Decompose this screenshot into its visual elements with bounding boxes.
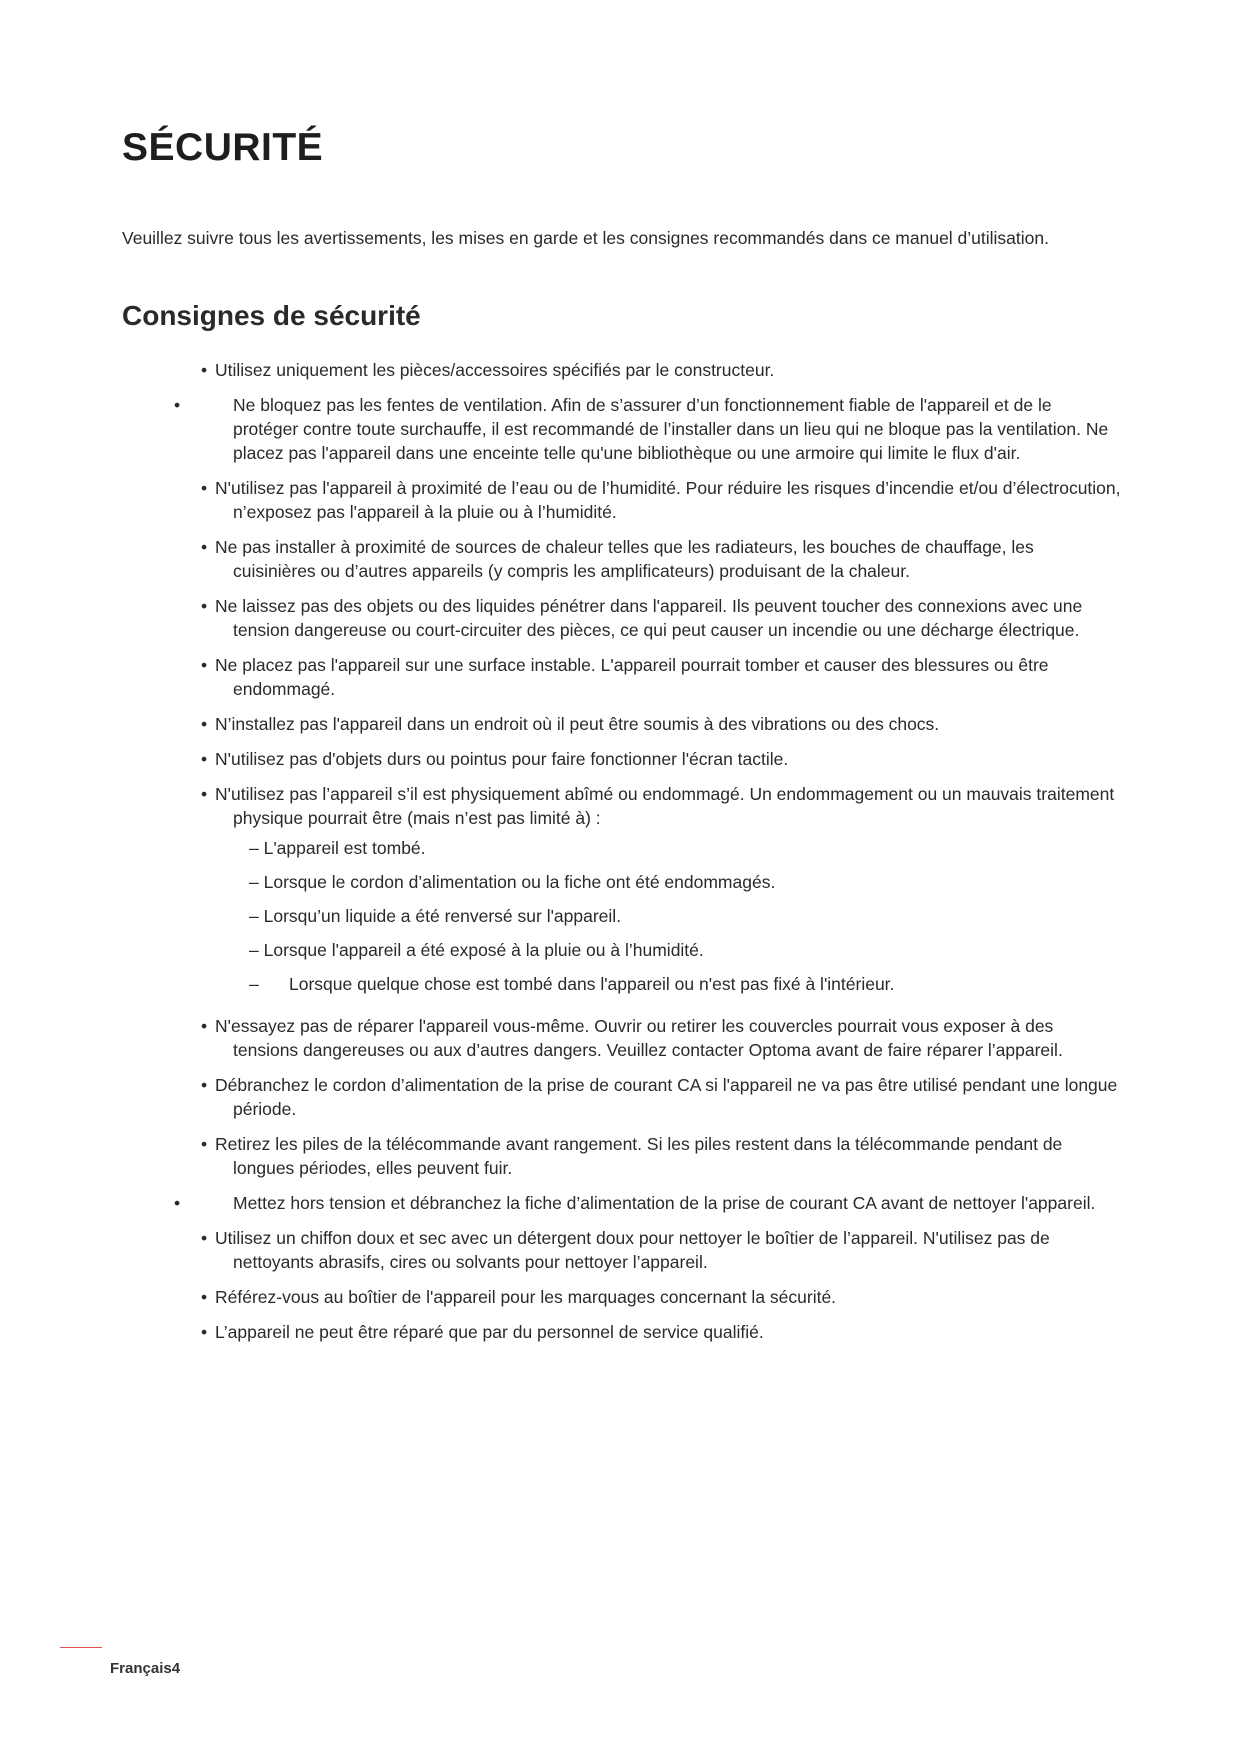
bullet-icon: • [201,478,208,498]
dash-icon: – [249,906,259,926]
bullet-icon: • [201,1228,208,1248]
sub-list-item [0,870,1241,894]
dash-icon: – [249,974,259,994]
list-item-text: N'essayez pas de réparer l'appareil vous-même. Ouvrir ou retirer les couvercles pourrait vous exposer à des tensions dangereuses ou aux d’autres dangers. Veuillez contacter Optoma avant de faire réparer l’appareil. [215,1016,1063,1060]
dash-icon: – [249,838,259,858]
section-title: Consignes de sécurité [122,300,421,331]
list-item-text: Mettez hors tension et débranchez la fiche d’alimentation de la prise de courant CA avant de nettoyer l'appareil. [233,1193,1096,1213]
bullet-icon: • [201,537,208,557]
page-number: Français4 [110,1660,181,1677]
list-item-text: Référez-vous au boîtier de l'appareil pour les marquages concernant la sécurité. [215,1287,837,1307]
bullet-icon: • [201,749,208,769]
bullet-icon: • [201,596,208,616]
list-item [0,1014,1121,1062]
bullet-icon: • [201,1016,208,1036]
list-item [0,1320,1121,1344]
list-item-text: Utilisez uniquement les pièces/accessoires spécifiés par le constructeur. [215,360,775,380]
bullet-icon: • [201,360,208,380]
list-item-text: Utilisez un chiffon doux et sec avec un détergent doux pour nettoyer le boîtier de l’appareil. N'utilisez pas de nettoyants abrasifs, cires ou solvants pour nettoyer l’appareil. [215,1228,1050,1272]
sub-list-item-text: Lorsque le cordon d’alimentation ou la fiche ont été endommagés. [263,872,776,892]
sub-list-item-text: Lorsqu’un liquide a été renversé sur l'appareil. [263,906,622,926]
list-item-text: Débranchez le cordon d’alimentation de la prise de courant CA si l'appareil ne va pas être utilisé pendant une longue période. [215,1075,1118,1119]
list-item-text: N’installez pas l'appareil dans un endroit où il peut être soumis à des vibrations ou des chocs. [215,714,940,734]
list-item [0,712,1121,736]
sub-list-item [0,836,1241,860]
safety-instructions-list [0,358,1241,1355]
list-item-text: N'utilisez pas l’appareil s’il est physiquement abîmé ou endommagé. Un endommagement ou un mauvais traitement physique pourrait être (mais n’est pas limité à) : [215,784,1115,828]
list-item [0,1073,1121,1121]
list-item-text: N'utilisez pas d'objets durs ou pointus pour faire fonctionner l'écran tactile. [215,749,789,769]
sub-list-item [0,938,1241,962]
list-item [0,594,1121,642]
intro-paragraph: Veuillez suivre tous les avertissements, les mises en garde et les consignes recommandés dans ce manuel d’utilisation. [122,228,1049,248]
bullet-icon: • [174,395,181,415]
bullet-icon: • [201,784,208,804]
bullet-icon: • [201,1134,208,1154]
sub-list-item-text: Lorsque l'appareil a été exposé à la pluie ou à l’humidité. [263,940,704,960]
list-item [0,1132,1121,1180]
bullet-icon: • [174,1193,181,1213]
sub-list-item [0,972,1241,996]
bullet-icon: • [201,1322,208,1342]
sub-list-item-text: Lorsque quelque chose est tombé dans l'appareil ou n'est pas fixé à l'intérieur. [289,974,895,994]
dash-icon: – [249,940,259,960]
list-item [0,1285,1121,1309]
list-item-text: L’appareil ne peut être réparé que par du personnel de service qualifié. [215,1322,764,1342]
bullet-icon: • [201,655,208,675]
list-item-text: Ne pas installer à proximité de sources de chaleur telles que les radiateurs, les bouches de chauffage, les cuisinières ou d’autres appareils (y compris les amplificateurs) produisant de la chaleur. [215,537,1034,581]
list-item [0,782,1121,830]
list-item-text: Ne laissez pas des objets ou des liquides pénétrer dans l'appareil. Ils peuvent toucher des connexions avec une tension dangereuse ou court-circuiter des pièces, ce qui peut causer un incendie ou une décharge électrique. [215,596,1083,640]
bullet-icon: • [201,1287,208,1307]
list-item [0,393,1121,465]
list-item [0,1191,1121,1215]
list-item [0,653,1121,701]
sub-list-item [0,904,1241,928]
bullet-icon: • [201,714,208,734]
list-item-text: N'utilisez pas l'appareil à proximité de l’eau ou de l’humidité. Pour réduire les risques d’incendie et/ou d’électrocution, n’exposez pas l'appareil à la pluie ou à l’humidité. [215,478,1121,522]
list-item-text: Ne bloquez pas les fentes de ventilation. Afin de s’assurer d’un fonctionnement fiable de l'appareil et de le protéger contre toute surchauffe, il est recommandé de l’installer dans un lieu qui ne bloque pas la ventilation. Ne placez pas l'appareil dans une enceinte telle qu'une bibliothèque ou une armoire qui limite le flux d'air. [233,395,1109,463]
list-item [0,1226,1121,1274]
page-title: SÉCURITÉ [122,126,324,169]
dash-icon: – [249,872,259,892]
list-item-text: Retirez les piles de la télécommande avant rangement. Si les piles restent dans la télécommande pendant de longues périodes, elles peuvent fuir. [215,1134,1063,1178]
footer-divider [60,1647,102,1648]
bullet-icon: • [201,1075,208,1095]
list-item [0,747,1121,771]
list-item [0,535,1121,583]
list-item-text: Ne placez pas l'appareil sur une surface instable. L'appareil pourrait tomber et causer des blessures ou être endommagé. [215,655,1049,699]
list-item [0,476,1121,524]
list-item [0,358,1121,382]
sub-list-item-text: L'appareil est tombé. [263,838,426,858]
